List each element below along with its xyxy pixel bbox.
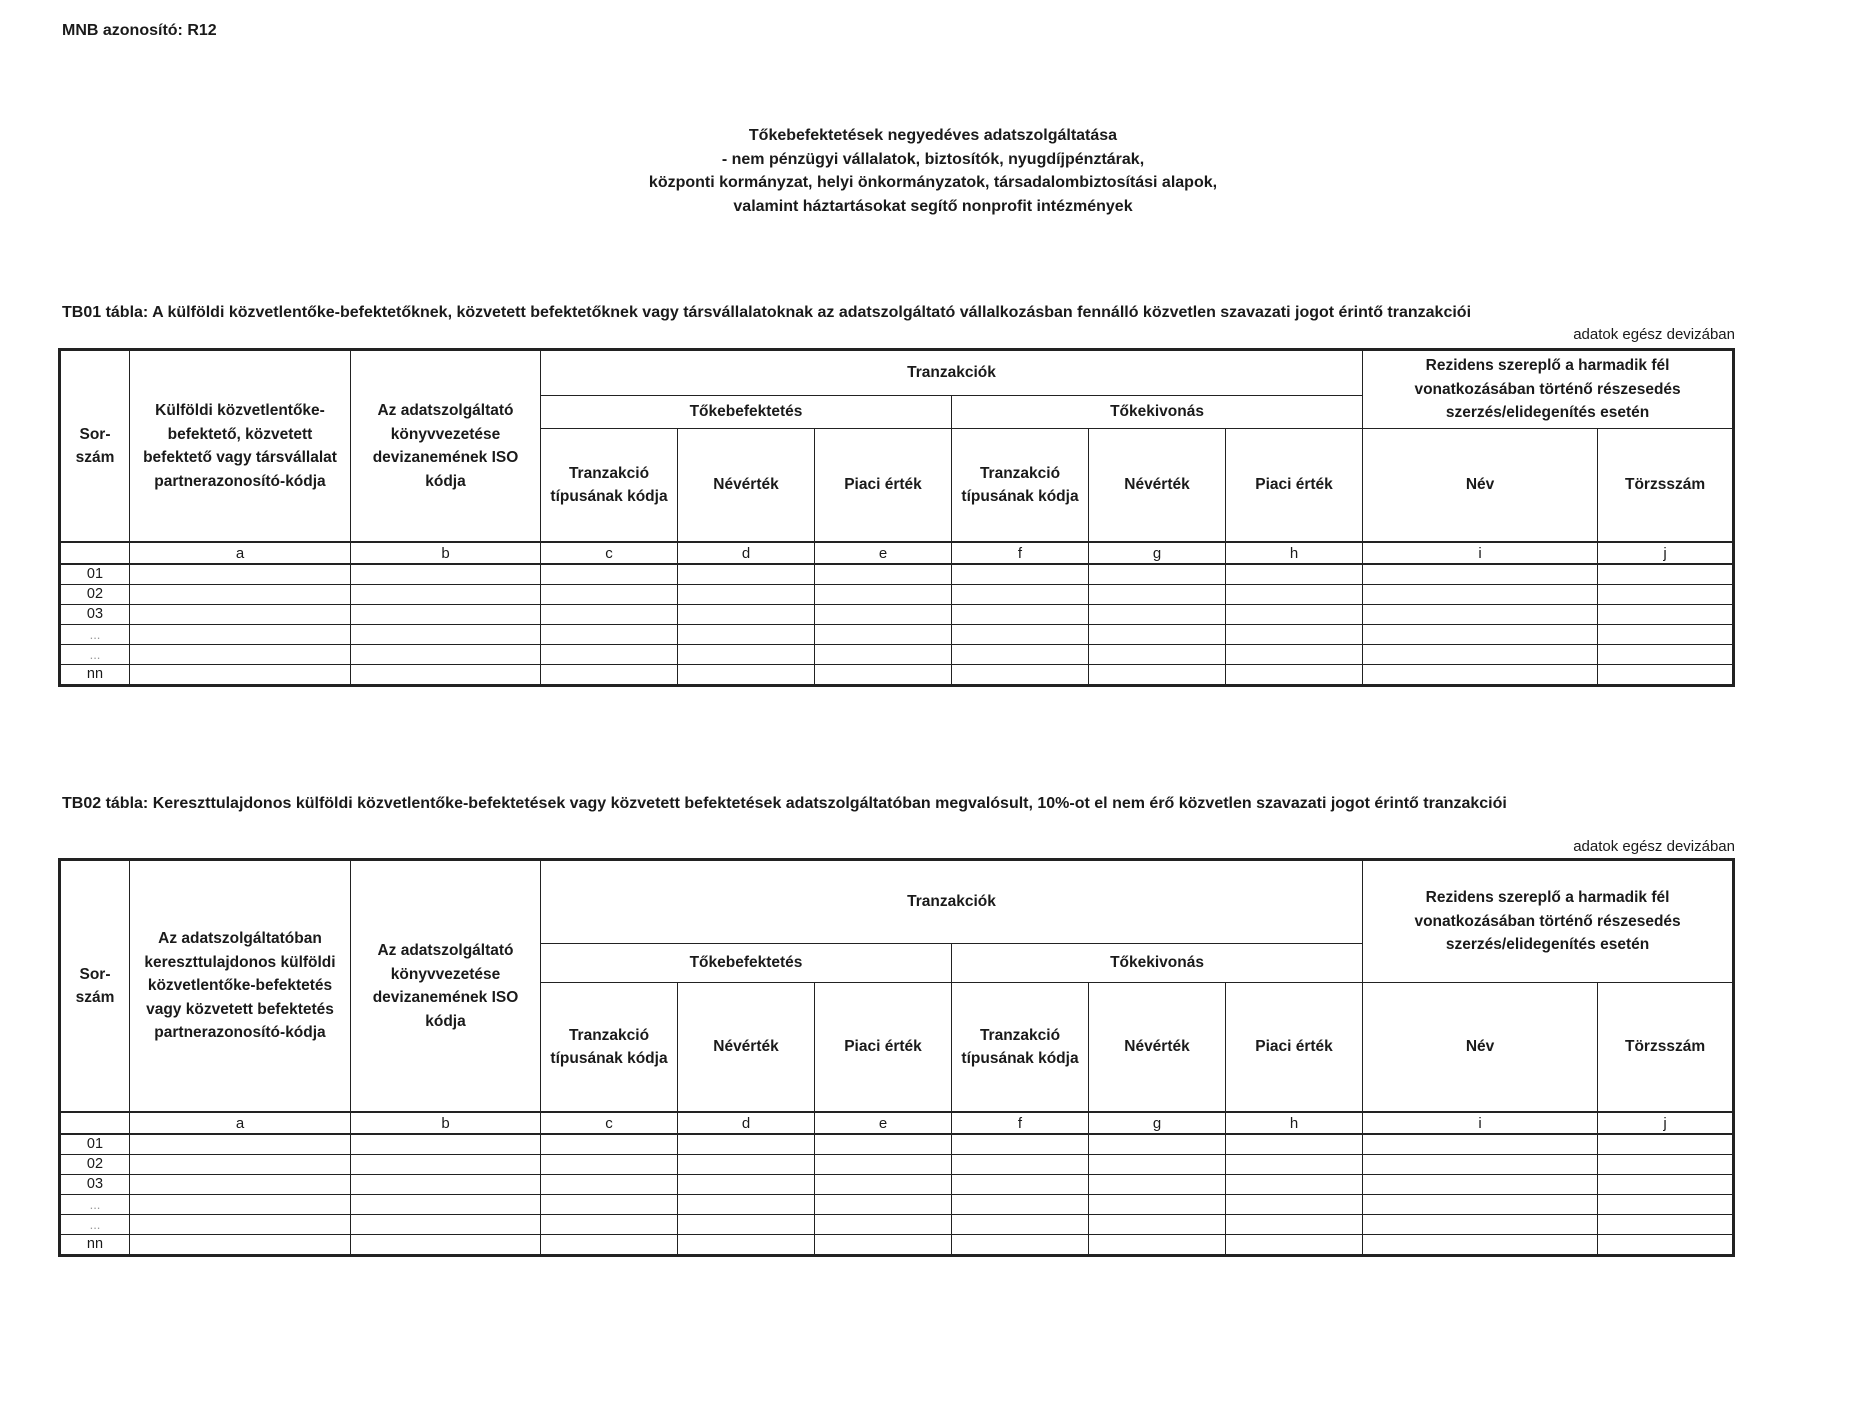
data-cell[interactable] xyxy=(1226,1195,1363,1215)
row-number: 02 xyxy=(60,585,130,605)
table-row xyxy=(60,1175,1734,1195)
data-cell[interactable] xyxy=(1598,585,1734,605)
data-cell[interactable] xyxy=(952,1215,1089,1235)
data-cell[interactable] xyxy=(1363,605,1598,625)
data-cell[interactable] xyxy=(678,585,815,605)
data-cell[interactable] xyxy=(678,645,815,665)
data-cell[interactable] xyxy=(130,1155,351,1175)
title-line: - nem pénzügyi vállalatok, biztosítók, nyugdíjpénztárak, xyxy=(721,150,1145,168)
tb01-table xyxy=(58,348,1735,687)
row-number: ... xyxy=(60,625,130,645)
header-col-e: Piaci érték xyxy=(815,983,952,1113)
data-cell[interactable] xyxy=(1598,1215,1734,1235)
letter-cell: h xyxy=(1226,542,1363,564)
data-cell[interactable] xyxy=(952,1155,1089,1175)
data-cell[interactable] xyxy=(130,1134,351,1155)
table-row xyxy=(60,645,1734,665)
data-cell[interactable] xyxy=(1363,585,1598,605)
data-cell[interactable] xyxy=(1226,1235,1363,1256)
data-cell[interactable] xyxy=(130,645,351,665)
data-cell[interactable] xyxy=(1598,1195,1734,1215)
data-cell[interactable] xyxy=(678,625,815,645)
table-row xyxy=(60,1235,1734,1256)
data-cell[interactable] xyxy=(541,625,678,645)
document-title xyxy=(0,124,1866,218)
header-col-e: Piaci érték xyxy=(815,429,952,543)
header-col-a: Külföldi közvetlentőke-befektető, közvetett befektető vagy társvállalat partnerazonosító-kódja xyxy=(130,350,351,543)
data-cell[interactable] xyxy=(678,1175,815,1195)
data-cell[interactable] xyxy=(678,1195,815,1215)
header-col-i: Név xyxy=(1363,983,1598,1113)
data-cell[interactable] xyxy=(1089,625,1226,645)
table-row xyxy=(60,585,1734,605)
table-row xyxy=(60,1134,1734,1155)
header-col-b: Az adatszolgáltató könyvvezetése devizanemének ISO kódja xyxy=(351,860,541,1113)
data-cell[interactable] xyxy=(1226,1134,1363,1155)
header-group-tokekivonas: Tőkekivonás xyxy=(952,944,1363,983)
data-cell[interactable] xyxy=(1089,1155,1226,1175)
data-cell[interactable] xyxy=(678,1215,815,1235)
data-cell[interactable] xyxy=(1598,645,1734,665)
data-cell[interactable] xyxy=(1363,564,1598,585)
table-row xyxy=(60,1155,1734,1175)
data-cell[interactable] xyxy=(1363,1155,1598,1175)
row-number: ... xyxy=(60,1215,130,1235)
data-cell[interactable] xyxy=(130,1215,351,1235)
data-cell[interactable] xyxy=(1363,1195,1598,1215)
data-cell[interactable] xyxy=(952,1175,1089,1195)
data-cell[interactable] xyxy=(952,564,1089,585)
data-cell[interactable] xyxy=(1089,1215,1226,1235)
data-cell[interactable] xyxy=(1598,1134,1734,1155)
letter-cell: d xyxy=(678,542,815,564)
data-cell[interactable] xyxy=(952,585,1089,605)
data-cell[interactable] xyxy=(541,585,678,605)
data-cell[interactable] xyxy=(678,605,815,625)
tb01-table-title: TB01 tábla: A külföldi közvetlentőke-befektetőknek, közvetett befektetőknek vagy társvállalatoknak az adatszolgáltató vállalkozásban fennálló közvetlen szavazati jogot érintő tranzakciói xyxy=(62,304,1472,321)
letter-cell: d xyxy=(678,1112,815,1134)
header-col-h: Piaci érték xyxy=(1226,983,1363,1113)
row-number: 01 xyxy=(60,1134,130,1155)
table-row xyxy=(60,665,1734,686)
header-group-tokebefektetes: Tőkebefektetés xyxy=(541,396,952,429)
header-group-tranzakciok: Tranzakciók xyxy=(541,860,1363,944)
data-cell[interactable] xyxy=(1089,605,1226,625)
letter-cell xyxy=(60,542,130,564)
data-cell[interactable] xyxy=(130,605,351,625)
table-row xyxy=(60,1195,1734,1215)
data-cell[interactable] xyxy=(130,665,351,686)
header-group-rezidens: Rezidens szereplő a harmadik fél vonatkozásában történő részesedés szerzés/elidegenítés esetén xyxy=(1363,350,1734,429)
row-number: 03 xyxy=(60,605,130,625)
letter-cell: g xyxy=(1089,1112,1226,1134)
data-cell[interactable] xyxy=(1598,1235,1734,1256)
data-cell[interactable] xyxy=(815,1195,952,1215)
data-cell[interactable] xyxy=(678,1155,815,1175)
letter-cell: c xyxy=(541,1112,678,1134)
data-cell[interactable] xyxy=(815,564,952,585)
letter-cell: g xyxy=(1089,542,1226,564)
title-line: Tőkebefektetések negyedéves adatszolgáltatása xyxy=(748,127,1118,144)
header-col-a: Az adatszolgáltatóban kereszttulajdonos külföldi közvetlentőke-befektetés vagy közvetett befektetés partnerazonosító-kódja xyxy=(130,860,351,1113)
data-cell[interactable] xyxy=(1363,665,1598,686)
tb02-unit-note: adatok egész devizában xyxy=(1573,838,1735,855)
header-col-j: Törzsszám xyxy=(1598,983,1734,1113)
data-cell[interactable] xyxy=(1363,625,1598,645)
header-col-f: Tranzakció típusának kódja xyxy=(952,429,1089,543)
data-cell[interactable] xyxy=(815,1155,952,1175)
data-cell[interactable] xyxy=(541,1195,678,1215)
header-col-g: Névérték xyxy=(1089,983,1226,1113)
letter-cell: a xyxy=(130,542,351,564)
data-cell[interactable] xyxy=(351,1175,541,1195)
data-cell[interactable] xyxy=(952,645,1089,665)
data-cell[interactable] xyxy=(952,1134,1089,1155)
data-cell[interactable] xyxy=(1089,1134,1226,1155)
data-cell[interactable] xyxy=(1089,1235,1226,1256)
data-cell[interactable] xyxy=(541,665,678,686)
data-cell[interactable] xyxy=(1226,1175,1363,1195)
header-group-tokekivonas: Tőkekivonás xyxy=(952,396,1363,429)
data-cell[interactable] xyxy=(815,625,952,645)
data-cell[interactable] xyxy=(541,645,678,665)
data-cell[interactable] xyxy=(130,585,351,605)
letter-cell: i xyxy=(1363,542,1598,564)
data-cell[interactable] xyxy=(815,585,952,605)
data-cell[interactable] xyxy=(1226,605,1363,625)
row-number: nn xyxy=(60,1235,130,1256)
letter-cell: c xyxy=(541,542,678,564)
data-cell[interactable] xyxy=(815,1235,952,1256)
data-cell[interactable] xyxy=(1089,645,1226,665)
data-cell[interactable] xyxy=(1089,665,1226,686)
data-cell[interactable] xyxy=(130,1195,351,1215)
header-col-g: Névérték xyxy=(1089,429,1226,543)
data-cell[interactable] xyxy=(541,605,678,625)
header-col-j: Törzsszám xyxy=(1598,429,1734,543)
mnb-identifier: MNB azonosító: R12 xyxy=(62,22,217,39)
data-cell[interactable] xyxy=(952,605,1089,625)
data-cell[interactable] xyxy=(541,564,678,585)
data-cell[interactable] xyxy=(351,605,541,625)
letter-cell: j xyxy=(1598,1112,1734,1134)
data-cell[interactable] xyxy=(815,605,952,625)
data-cell[interactable] xyxy=(1226,564,1363,585)
title-line: valamint háztartásokat segítő nonprofit intézmények xyxy=(733,197,1133,215)
data-cell[interactable] xyxy=(351,1195,541,1215)
row-number: 03 xyxy=(60,1175,130,1195)
data-cell[interactable] xyxy=(1226,585,1363,605)
data-cell[interactable] xyxy=(130,1175,351,1195)
data-cell[interactable] xyxy=(1598,1155,1734,1175)
letter-cell: i xyxy=(1363,1112,1598,1134)
data-cell[interactable] xyxy=(815,665,952,686)
letter-cell: b xyxy=(351,542,541,564)
data-cell[interactable] xyxy=(351,645,541,665)
data-cell[interactable] xyxy=(952,625,1089,645)
data-cell[interactable] xyxy=(1363,1134,1598,1155)
data-cell[interactable] xyxy=(952,1235,1089,1256)
data-cell[interactable] xyxy=(1598,625,1734,645)
header-col-i: Név xyxy=(1363,429,1598,543)
data-cell[interactable] xyxy=(815,1134,952,1155)
header-group-tranzakciok: Tranzakciók xyxy=(541,350,1363,396)
tb01-unit-note: adatok egész devizában xyxy=(1573,326,1735,343)
tb02-table-title: TB02 tábla: Kereszttulajdonos külföldi közvetlentőke-befektetések vagy közvetett befektetések adatszolgáltatóban megvalósult, 10%-ot el nem érő közvetlen szavazati jogot érintő tranzakciói xyxy=(62,795,1507,812)
row-number: ... xyxy=(60,645,130,665)
data-cell[interactable] xyxy=(130,625,351,645)
letter-cell: b xyxy=(351,1112,541,1134)
data-cell[interactable] xyxy=(952,665,1089,686)
data-cell[interactable] xyxy=(678,665,815,686)
data-cell[interactable] xyxy=(1598,605,1734,625)
letter-cell: f xyxy=(952,542,1089,564)
data-cell[interactable] xyxy=(1226,645,1363,665)
data-cell[interactable] xyxy=(1089,1175,1226,1195)
data-cell[interactable] xyxy=(541,1175,678,1195)
data-cell[interactable] xyxy=(678,1134,815,1155)
row-number: nn xyxy=(60,665,130,686)
data-cell[interactable] xyxy=(1226,665,1363,686)
data-cell[interactable] xyxy=(952,1195,1089,1215)
data-cell[interactable] xyxy=(1598,665,1734,686)
data-cell[interactable] xyxy=(815,1175,952,1195)
data-cell[interactable] xyxy=(351,1235,541,1256)
letter-cell xyxy=(60,1112,130,1134)
header-group-rezidens: Rezidens szereplő a harmadik fél vonatkozásában történő részesedés szerzés/elidegenítés esetén xyxy=(1363,860,1734,983)
letter-cell: f xyxy=(952,1112,1089,1134)
data-cell[interactable] xyxy=(541,1155,678,1175)
data-cell[interactable] xyxy=(1089,585,1226,605)
letter-cell: a xyxy=(130,1112,351,1134)
row-number: ... xyxy=(60,1195,130,1215)
header-col-h: Piaci érték xyxy=(1226,429,1363,543)
header-col-c: Tranzakció típusának kódja xyxy=(541,983,678,1113)
data-cell[interactable] xyxy=(1226,625,1363,645)
data-cell[interactable] xyxy=(351,665,541,686)
data-cell[interactable] xyxy=(351,564,541,585)
data-cell[interactable] xyxy=(351,1134,541,1155)
data-cell[interactable] xyxy=(1089,564,1226,585)
table-row xyxy=(60,625,1734,645)
letter-cell: h xyxy=(1226,1112,1363,1134)
data-cell[interactable] xyxy=(815,1215,952,1235)
data-cell[interactable] xyxy=(351,625,541,645)
data-cell[interactable] xyxy=(130,1235,351,1256)
data-cell[interactable] xyxy=(351,585,541,605)
data-cell[interactable] xyxy=(541,1134,678,1155)
header-col-b: Az adatszolgáltató könyvvezetése devizanemének ISO kódja xyxy=(351,350,541,543)
data-cell[interactable] xyxy=(1363,1175,1598,1195)
data-cell[interactable] xyxy=(1598,1175,1734,1195)
data-cell[interactable] xyxy=(678,1235,815,1256)
data-cell[interactable] xyxy=(1226,1155,1363,1175)
data-cell[interactable] xyxy=(130,564,351,585)
letter-cell: e xyxy=(815,542,952,564)
row-number: 02 xyxy=(60,1155,130,1175)
data-cell[interactable] xyxy=(351,1215,541,1235)
data-cell[interactable] xyxy=(1089,1195,1226,1215)
table-row xyxy=(60,1215,1734,1235)
letter-cell: e xyxy=(815,1112,952,1134)
header-col-c: Tranzakció típusának kódja xyxy=(541,429,678,543)
header-col-d: Névérték xyxy=(678,429,815,543)
data-cell[interactable] xyxy=(541,1215,678,1235)
header-col-f: Tranzakció típusának kódja xyxy=(952,983,1089,1113)
title-line: központi kormányzat, helyi önkormányzatok, társadalombiztosítási alapok, xyxy=(648,174,1218,191)
header-sorszam: Sor- szám xyxy=(60,860,130,1113)
data-cell[interactable] xyxy=(1598,564,1734,585)
data-cell[interactable] xyxy=(1226,1215,1363,1235)
table-row xyxy=(60,564,1734,585)
letter-cell: j xyxy=(1598,542,1734,564)
data-cell[interactable] xyxy=(351,1155,541,1175)
data-cell[interactable] xyxy=(678,564,815,585)
data-cell[interactable] xyxy=(541,1235,678,1256)
data-cell[interactable] xyxy=(1363,1235,1598,1256)
data-cell[interactable] xyxy=(815,645,952,665)
header-col-d: Névérték xyxy=(678,983,815,1113)
data-cell[interactable] xyxy=(1363,1215,1598,1235)
data-cell[interactable] xyxy=(1363,645,1598,665)
table-row xyxy=(60,605,1734,625)
header-group-tokebefektetes: Tőkebefektetés xyxy=(541,944,952,983)
tb02-table xyxy=(58,858,1735,1257)
header-sorszam: Sor- szám xyxy=(60,350,130,543)
row-number: 01 xyxy=(60,564,130,585)
